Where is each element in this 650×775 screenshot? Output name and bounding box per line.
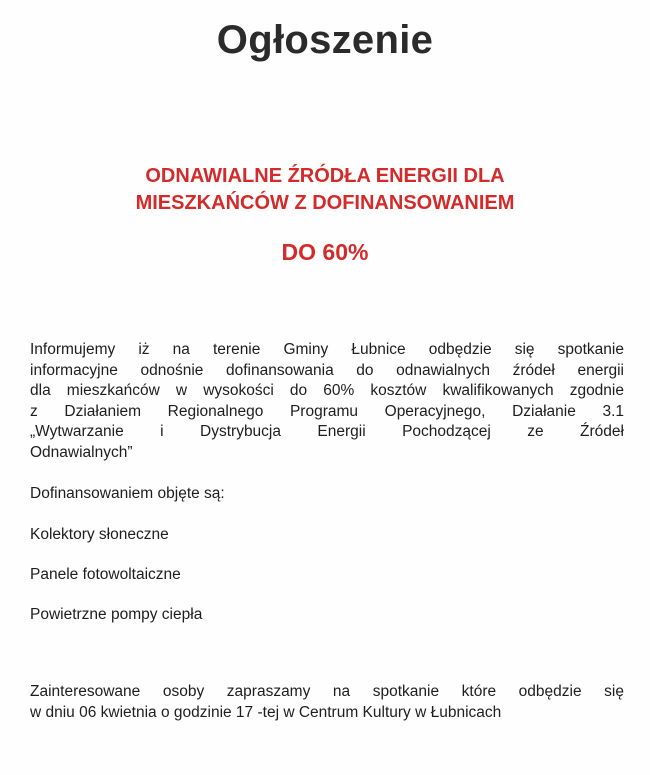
intro-line: z Działaniem Regionalnego Programu Operacyjnego, Działanie 3.1 bbox=[30, 402, 624, 420]
funding-percent: DO 60% bbox=[281, 239, 369, 265]
intro-line: Odnawialnych” bbox=[30, 443, 133, 461]
intro-line: dla mieszkańców w wysokości do 60% kosztów kwalifikowanych zgodnie bbox=[30, 382, 624, 399]
headline-line-2: MIESZKAŃCÓW Z DOFINANSOWANIEM bbox=[135, 192, 515, 214]
intro-line: informacyjne odnośnie dofinansowania do odnawialnych źródeł energii bbox=[30, 361, 624, 379]
intro-paragraph bbox=[30, 340, 624, 463]
meeting-info-paragraph bbox=[30, 681, 624, 723]
page-title: Ogłoszenie bbox=[216, 18, 434, 62]
footer-line: w dniu 06 kwietnia o godzinie 17 -tej w Centrum Kultury w Łubnicach bbox=[30, 704, 502, 721]
covered-items-list bbox=[30, 525, 202, 645]
intro-line: Informujemy iż na terenie Gminy Łubnice odbędzie się spotkanie bbox=[30, 341, 624, 358]
list-item: Panele fotowoltaiczne bbox=[30, 566, 181, 583]
intro-line: „Wytwarzanie i Dystrybucja Energii Pochodzącej ze Źródeł bbox=[30, 423, 624, 440]
list-item: Kolektory słoneczne bbox=[30, 526, 169, 543]
list-item: Powietrzne pompy ciepła bbox=[30, 606, 203, 623]
covered-label: Dofinansowaniem objęte są: bbox=[30, 485, 225, 502]
headline-line-1: ODNAWIALNE ŹRÓDŁA ENERGII DLA bbox=[145, 165, 505, 187]
footer-line: Zainteresowane osoby zapraszamy na spotkanie które odbędzie się bbox=[30, 683, 624, 700]
headline bbox=[0, 163, 650, 217]
